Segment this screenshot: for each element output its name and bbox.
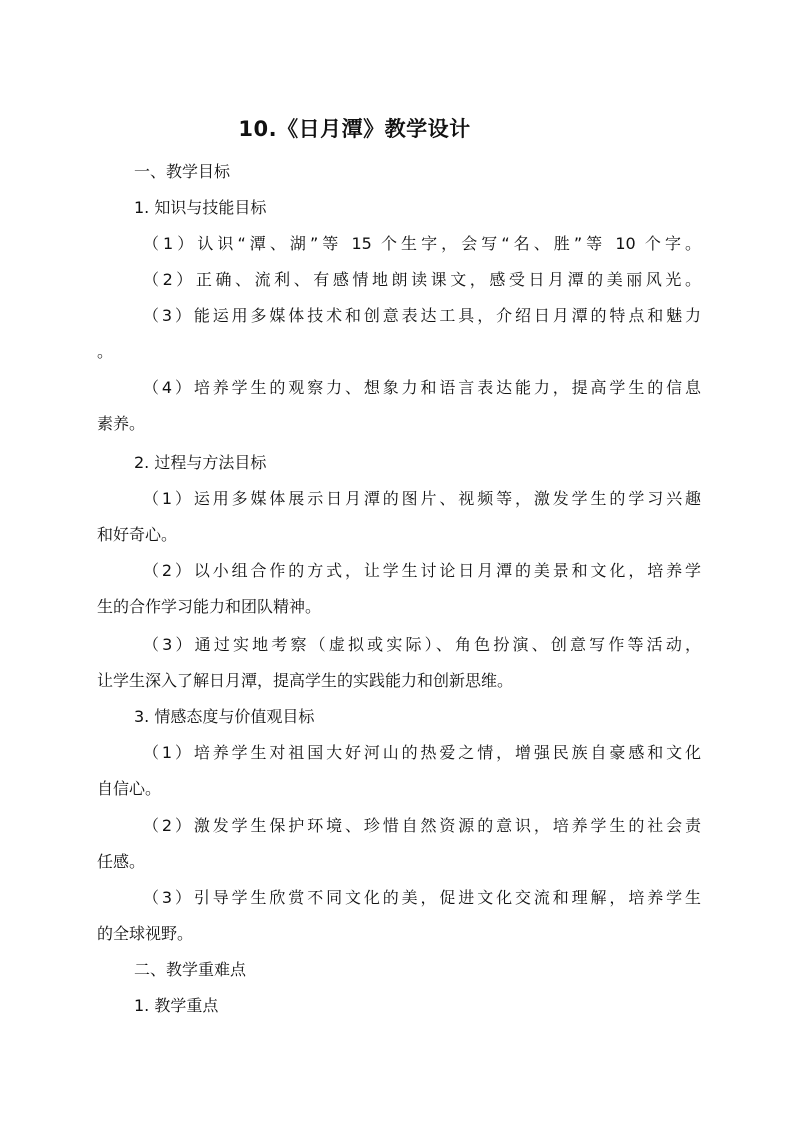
paragraph-line: （3）能运用多媒体技术和创意表达工具，介绍日月潭的特点和魅力	[143, 306, 701, 325]
paragraph-line: 任感。	[97, 852, 146, 871]
paragraph-line: 生的合作学习能力和团队精神。	[97, 597, 322, 616]
paragraph-line: 素养。	[97, 414, 146, 433]
paragraph-line: 让学生深入了解日月潭，提高学生的实践能力和创新思维。	[97, 671, 514, 690]
paragraph-line: （1）认识“潭、湖”等 15 个生字，会写“名、胜”等 10 个字。	[143, 234, 701, 253]
paragraph-line: （4）培养学生的观察力、想象力和语言表达能力，提高学生的信息	[143, 378, 701, 397]
section-heading-teaching-goals: 一、教学目标	[134, 162, 231, 181]
paragraph-line: （1）培养学生对祖国大好河山的热爱之情，增强民族自豪感和文化	[143, 743, 701, 762]
paragraph-line: 和好奇心。	[97, 525, 178, 544]
subheading-knowledge-skills: 1. 知识与技能目标	[134, 198, 267, 217]
subheading-emotion-values: 3. 情感态度与价值观目标	[134, 707, 315, 726]
section-heading-key-difficulties: 二、教学重难点	[134, 960, 247, 979]
paragraph-line: （2）以小组合作的方式，让学生讨论日月潭的美景和文化，培养学	[143, 561, 701, 580]
paragraph-line: （1）运用多媒体展示日月潭的图片、视频等，激发学生的学习兴趣	[143, 489, 701, 508]
paragraph-line: 的全球视野。	[97, 924, 194, 943]
subheading-teaching-focus: 1. 教学重点	[134, 996, 219, 1015]
paragraph-line: （2）正确、流利、有感情地朗读课文，感受日月潭的美丽风光。	[143, 270, 701, 289]
subheading-process-methods: 2. 过程与方法目标	[134, 453, 267, 472]
paragraph-line: （3）通过实地考察（虚拟或实际）、角色扮演、创意写作等活动，	[143, 635, 701, 654]
paragraph-line: （2）激发学生保护环境、珍惜自然资源的意识，培养学生的社会责	[143, 816, 701, 835]
paragraph-line: （3）引导学生欣赏不同文化的美，促进文化交流和理解，培养学生	[143, 888, 701, 907]
paragraph-line: 。	[97, 342, 114, 361]
paragraph-line: 自信心。	[97, 779, 162, 798]
document-title: 10.《日月潭》教学设计	[238, 117, 471, 141]
